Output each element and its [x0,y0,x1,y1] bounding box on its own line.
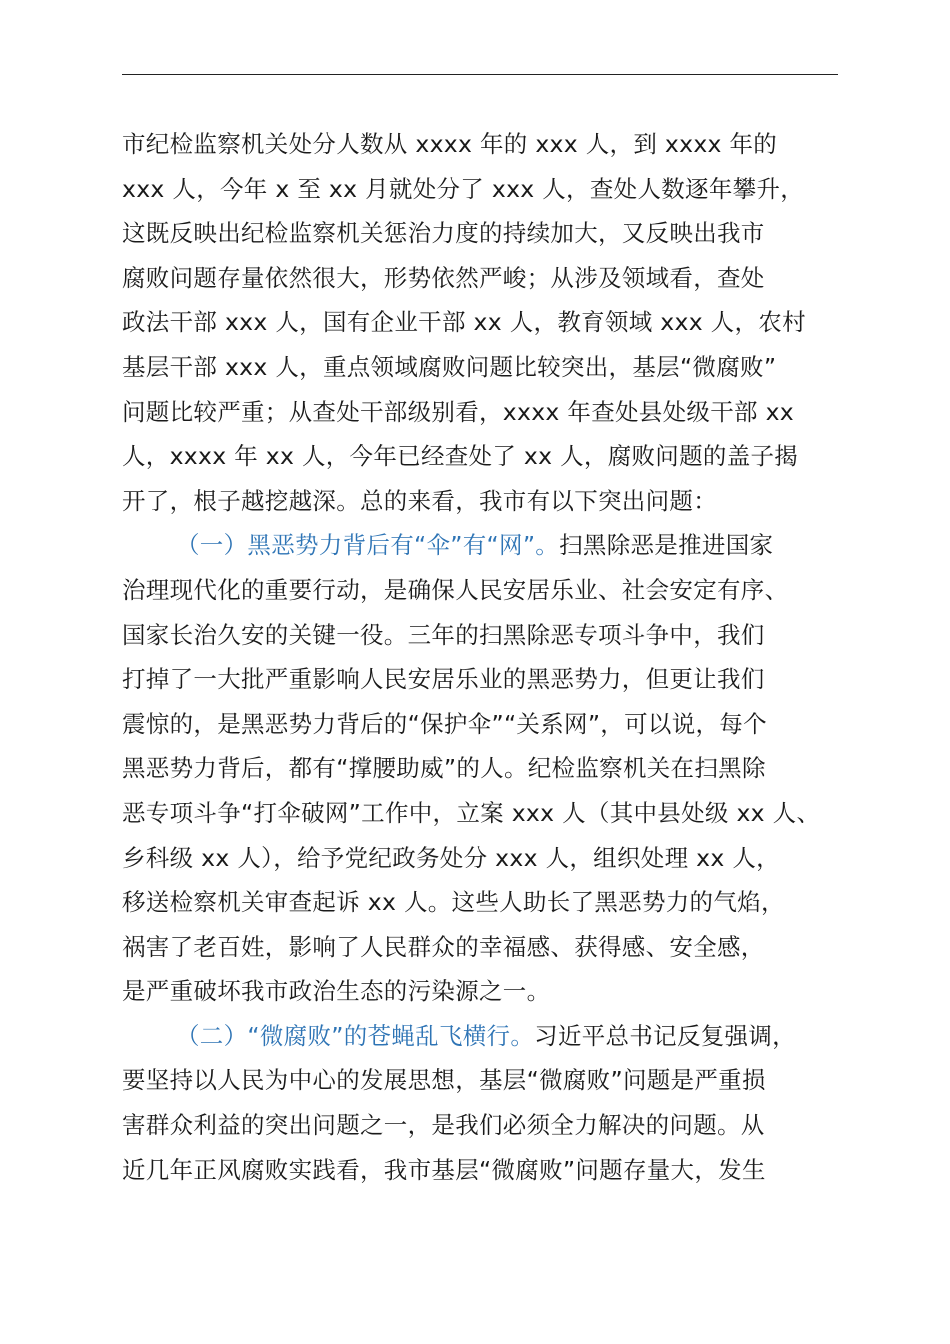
text-line: 这既反映出纪检监察机关惩治力度的持续加大，又反映出我市 [122,219,765,248]
text-line: 治理现代化的重要行动，是确保人民安居乐业、社会安定有序、 [122,575,789,604]
text-line: 震惊的，是黑恶势力背后的“保护伞”“关系网”，可以说，每个 [122,709,767,738]
section-1-first-line [122,523,862,568]
text-line: 基层干部 xxx 人，重点领域腐败问题比较突出，基层“微腐败” [122,352,777,381]
section-2-heading: （二）“微腐败”的苍蝇乱飞横行。 [176,1021,535,1050]
section-2-first-line [122,1014,862,1059]
text-line: 恶专项斗争“打伞破网”工作中，立案 xxx 人（其中县处级 xx 人、 [122,798,821,827]
text-line: 国家长治久安的关键一役。三年的扫黑除恶专项斗争中，我们 [122,620,765,649]
section-2-first-line-text: 习近平总书记反复强调， [534,1021,796,1050]
text-line: 人，xxxx 年 xx 人，今年已经查处了 xx 人，腐败问题的盖子揭 [122,442,799,471]
text-line: 乡科级 xx 人），给予党纪政务处分 xxx 人，组织处理 xx 人， [122,843,780,872]
text-line: 打掉了一大批严重影响人民安居乐业的黑恶势力，但更让我们 [122,665,765,694]
text-line: 害群众利益的突出问题之一，是我们必须全力解决的问题。从 [122,1111,765,1140]
header-rule [122,74,838,75]
text-line: 腐败问题存量依然很大，形势依然严峻；从涉及领域看，查处 [122,263,765,292]
text-line: 问题比较严重；从查处干部级别看，xxxx 年查处县处级干部 xx [122,397,794,426]
section-1-heading: （一）黑恶势力背后有“伞”有“网”。 [176,531,560,560]
text-line: xxx 人，今年 x 至 xx 月就处分了 xxx 人，查处人数逐年攀升， [122,174,805,203]
text-line: 是严重破坏我市政治生态的污染源之一。 [122,977,551,1006]
text-line: 要坚持以人民为中心的发展思想，基层“微腐败”问题是严重损 [122,1066,766,1095]
section-1-first-line-text: 扫黑除恶是推进国家 [559,531,774,560]
text-line: 黑恶势力背后，都有“撑腰助威”的人。纪检监察机关在扫黑除 [122,754,766,783]
text-line: 近几年正风腐败实践看，我市基层“微腐败”问题存量大，发生 [122,1155,766,1184]
text-line: 政法干部 xxx 人，国有企业干部 xx 人，教育领域 xxx 人，农村 [122,308,806,337]
text-line: 移送检察机关审查起诉 xx 人。这些人助长了黑恶势力的气焰， [122,888,785,917]
text-line: 市纪检监察机关处分人数从 xxxx 年的 xxx 人，到 xxxx 年的 [122,130,778,158]
text-line: 开了，根子越挖越深。总的来看，我市有以下突出问题： [122,486,717,515]
body-text [122,122,862,1192]
text-line: 祸害了老百姓，影响了人民群众的幸福感、获得感、安全感， [122,932,765,961]
